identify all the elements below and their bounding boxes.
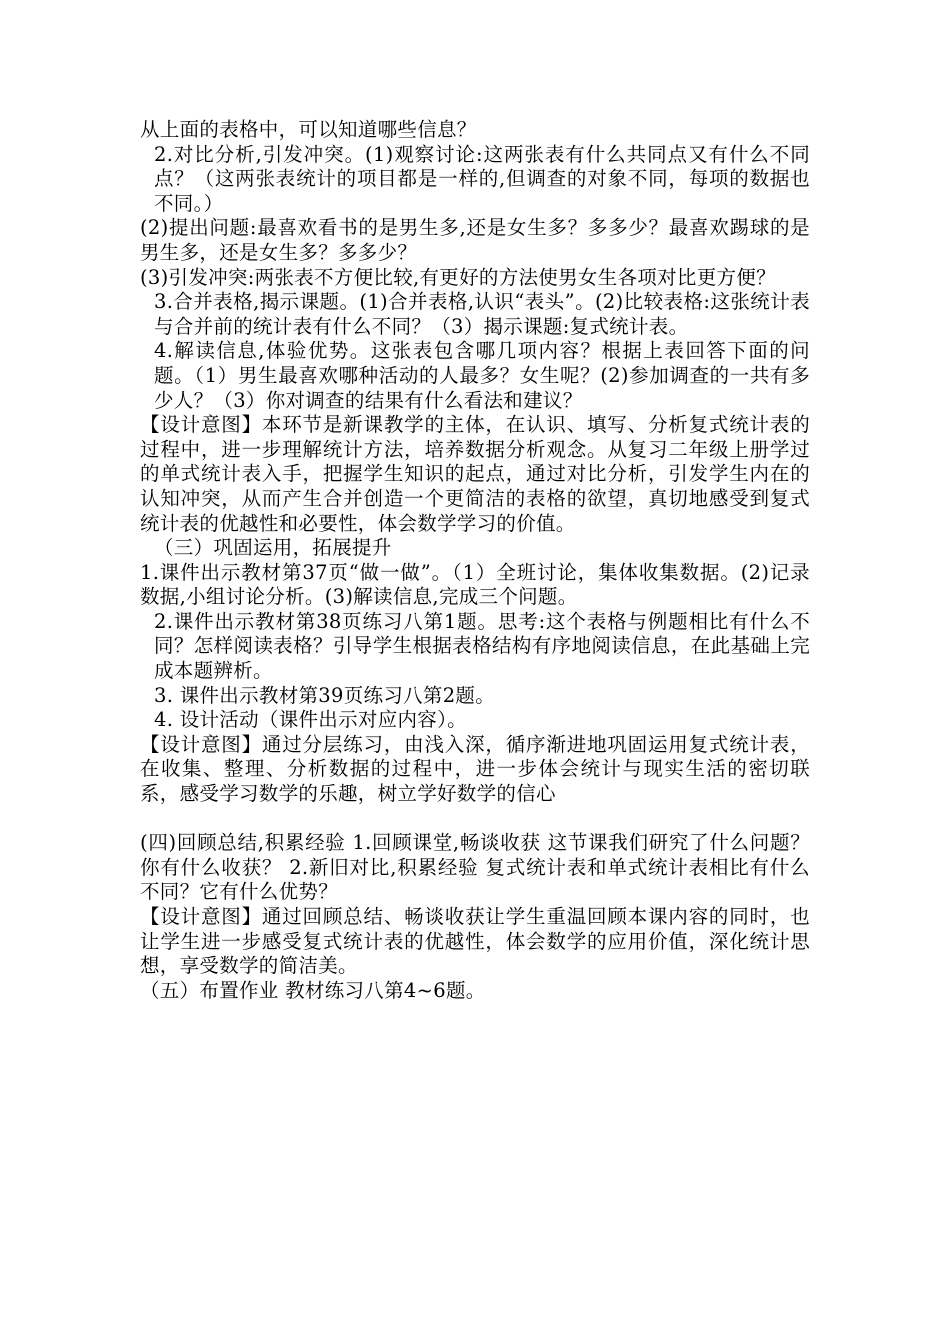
paragraph-homework: （五）布置作业 教材练习八第4~6题。 (140, 978, 486, 1002)
paragraph-design-intent-1: 【设计意图】本环节是新课教学的主体，在认识、填写、分析复式统计表的过程中，进一步理解统计方法，培养数据分析观念。从复习二年级上册学过的单式统计表入手，把握学生知识的起点，通过对比分析，引发学生内在的认知冲突，从而产生合并创造一个更简洁的表格的欲望，真切地感受到复式统计表的优越性和必要性，体会数学学习的价值。 (140, 413, 810, 535)
paragraph-compare-analysis: 2.对比分析,引发冲突。(1)观察讨论:这两张表有什么共同点又有什么不同点？（这两张表统计的项目都是一样的,但调查的对象不同，每项的数据也不同。） (154, 142, 810, 215)
paragraph-interpret-info: 4.解读信息,体验优势。这张表包含哪几项内容？根据上表回答下面的问题。（1）男生最喜欢哪种活动的人最多？女生呢？(2)参加调查的一共有多少人？（3）你对调查的结果有什么看法和建议？ (154, 339, 810, 412)
document-body (140, 118, 810, 1003)
paragraph-design-intent-2: 【设计意图】通过分层练习，由浅入深，循序渐进地巩固运用复式统计表，在收集、整理、分析数据的过程中，进一步体会统计与现实生活的密切联系，感受学习数学的乐趣，树立学好数学的信心 (140, 732, 810, 806)
paragraph-intro-question: 从上面的表格中，可以知道哪些信息？ (140, 118, 477, 141)
section-heading-consolidate: （三）巩固运用，拓展提升 (154, 536, 392, 560)
paragraph-merge-tables: 3.合并表格,揭示课题。(1)合并表格,认识“表头”。(2)比较表格:这张统计表与合并前的统计表有什么不同？（3）揭示课题:复式统计表。 (154, 290, 810, 338)
blank-line (140, 807, 810, 832)
paragraph-exercise-2: 2.课件出示教材第38页练习八第1题。思考:这个表格与例题相比有什么不同？怎样阅读表格？引导学生根据表格结构有序地阅读信息，在此基础上完成本题辨析。 (154, 609, 810, 683)
paragraph-exercise-1: 1.课件出示教材第37页“做一做”。（1）全班讨论，集体收集数据。(2)记录数据,小组讨论分析。(3)解读信息,完成三个问题。 (140, 560, 810, 609)
paragraph-trigger-conflict: (3)引发冲突:两张表不方便比较,有更好的方法使男女生各项对比更方便？ (140, 265, 776, 289)
paragraph-design-intent-3: 【设计意图】通过回顾总结、畅谈收获让学生重温回顾本课内容的同时，也让学生进一步感受复式统计表的优越性，体会数学的应用价值，深化统计思想，享受数学的简洁美。 (140, 905, 810, 978)
paragraph-exercise-3: 3. 课件出示教材第39页练习八第2题。 (154, 683, 496, 707)
paragraph-exercise-4: 4. 设计活动（课件出示对应内容）。 (154, 708, 467, 732)
paragraph-raise-question: (2)提出问题:最喜欢看书的是男生多,还是女生多？多多少？最喜欢踢球的是男生多，还是女生多？多多少？ (140, 216, 810, 264)
paragraph-review-summary: (四)回顾总结,积累经验 1.回顾课堂,畅谈收获 这节课我们研究了什么问题？你有什么收获？ 2.新旧对比,积累经验 复式统计表和单式统计表相比有什么不同？它有什么优势？ (140, 831, 810, 904)
